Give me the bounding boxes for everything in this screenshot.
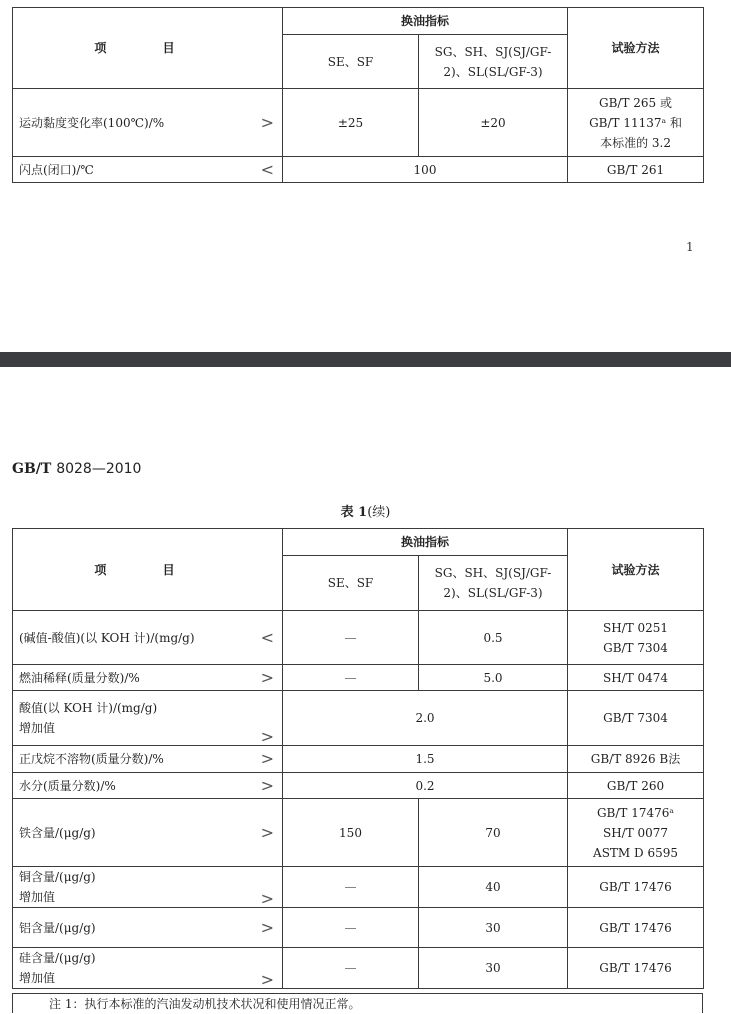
row-value-merged: 0.2 (283, 773, 568, 799)
row-item-label: 正戊烷不溶物(质量分数)/% > (13, 746, 283, 773)
row-item-label: 铁含量/(μg/g) > (13, 799, 283, 867)
header-item: 项 目 (13, 529, 283, 611)
relation-sign: > (260, 917, 274, 937)
row-value-1: ±25 (283, 89, 419, 157)
row-value-2: ±20 (419, 89, 568, 157)
relation-sign: > (260, 970, 274, 989)
spec-table-page2 (12, 528, 704, 989)
row-value-1: — (283, 611, 419, 665)
document-page-2 (0, 367, 731, 1011)
standard-number: GB/T 8028—2010 (12, 461, 142, 477)
table-row (13, 908, 704, 948)
row-value-1: — (283, 948, 419, 989)
row-item-label: 硅含量/(μg/g) 增加值 > (13, 948, 283, 989)
row-method: GB/T 265 或 GB/T 11137ᵃ 和 本标准的 3.2 (568, 89, 704, 157)
table-row (13, 746, 704, 773)
row-method: GB/T 17476ᵃ SH/T 0077 ASTM D 6595 (568, 799, 704, 867)
page-separator (0, 352, 731, 367)
header-sub-col2: SG、SH、SJ(SJ/GF-2)、SL(SL/GF-3) (419, 35, 568, 89)
header-sub-col1: SE、SF (283, 35, 419, 89)
row-item-label: 酸值(以 KOH 计)/(mg/g) 增加值 > (13, 691, 283, 746)
row-value-1: — (283, 908, 419, 948)
row-method: GB/T 7304 (568, 691, 704, 746)
relation-sign: > (260, 112, 274, 132)
table-row (13, 665, 704, 691)
row-value-merged: 2.0 (283, 691, 568, 746)
header-sub-col1: SE、SF (283, 556, 419, 611)
row-method: GB/T 261 (568, 157, 704, 183)
row-value-2: 40 (419, 867, 568, 908)
relation-sign: < (260, 159, 274, 179)
row-item-label: 铝含量/(μg/g) > (13, 908, 283, 948)
row-method: GB/T 17476 (568, 948, 704, 989)
row-value-2: 0.5 (419, 611, 568, 665)
row-item-label: 水分(质量分数)/% > (13, 773, 283, 799)
header-method: 试验方法 (568, 529, 704, 611)
document-page-1 (0, 0, 731, 352)
header-method: 试验方法 (568, 8, 704, 89)
row-value-2: 5.0 (419, 665, 568, 691)
row-item-label: 闪点(闭口)/℃ < (13, 157, 283, 183)
table-row (13, 691, 704, 746)
row-method: SH/T 0251 GB/T 7304 (568, 611, 704, 665)
table-row (13, 799, 704, 867)
header-group: 换油指标 (283, 529, 568, 556)
row-method: SH/T 0474 (568, 665, 704, 691)
relation-sign: > (260, 889, 274, 908)
relation-sign: > (260, 822, 274, 842)
row-value-1: 150 (283, 799, 419, 867)
table-row (13, 867, 704, 908)
row-method: GB/T 8926 B法 (568, 746, 704, 773)
page-number: 1 (686, 240, 694, 254)
spec-table-page1 (12, 7, 704, 183)
table-caption: 表 1(续) (340, 505, 391, 520)
header-group: 换油指标 (283, 8, 568, 35)
table-row (13, 948, 704, 989)
table-row (13, 611, 704, 665)
table-row (13, 89, 704, 157)
row-method: GB/T 17476 (568, 867, 704, 908)
table-note: 注 1：执行本标准的汽油发动机技术状况和使用情况正常。 (12, 993, 703, 1013)
row-value-merged: 100 (283, 157, 568, 183)
row-item-label: 运动黏度变化率(100℃)/% > (13, 89, 283, 157)
row-item-label: 燃油稀释(质量分数)/% > (13, 665, 283, 691)
relation-sign: > (260, 667, 274, 687)
row-value-1: — (283, 665, 419, 691)
row-value-2: 30 (419, 948, 568, 989)
table-row (13, 157, 704, 183)
header-sub-col2: SG、SH、SJ(SJ/GF-2)、SL(SL/GF-3) (419, 556, 568, 611)
relation-sign: > (260, 749, 274, 768)
row-value-2: 70 (419, 799, 568, 867)
row-value-2: 30 (419, 908, 568, 948)
row-value-1: — (283, 867, 419, 908)
row-item-label: 铜含量/(μg/g) 增加值 > (13, 867, 283, 908)
row-value-merged: 1.5 (283, 746, 568, 773)
relation-sign: > (260, 727, 274, 746)
row-item-label: (碱值-酸值)(以 KOH 计)/(mg/g) < (13, 611, 283, 665)
header-item: 项 目 (13, 8, 283, 89)
relation-sign: > (260, 775, 274, 795)
table-row (13, 773, 704, 799)
row-method: GB/T 17476 (568, 908, 704, 948)
relation-sign: < (260, 627, 274, 647)
row-method: GB/T 260 (568, 773, 704, 799)
